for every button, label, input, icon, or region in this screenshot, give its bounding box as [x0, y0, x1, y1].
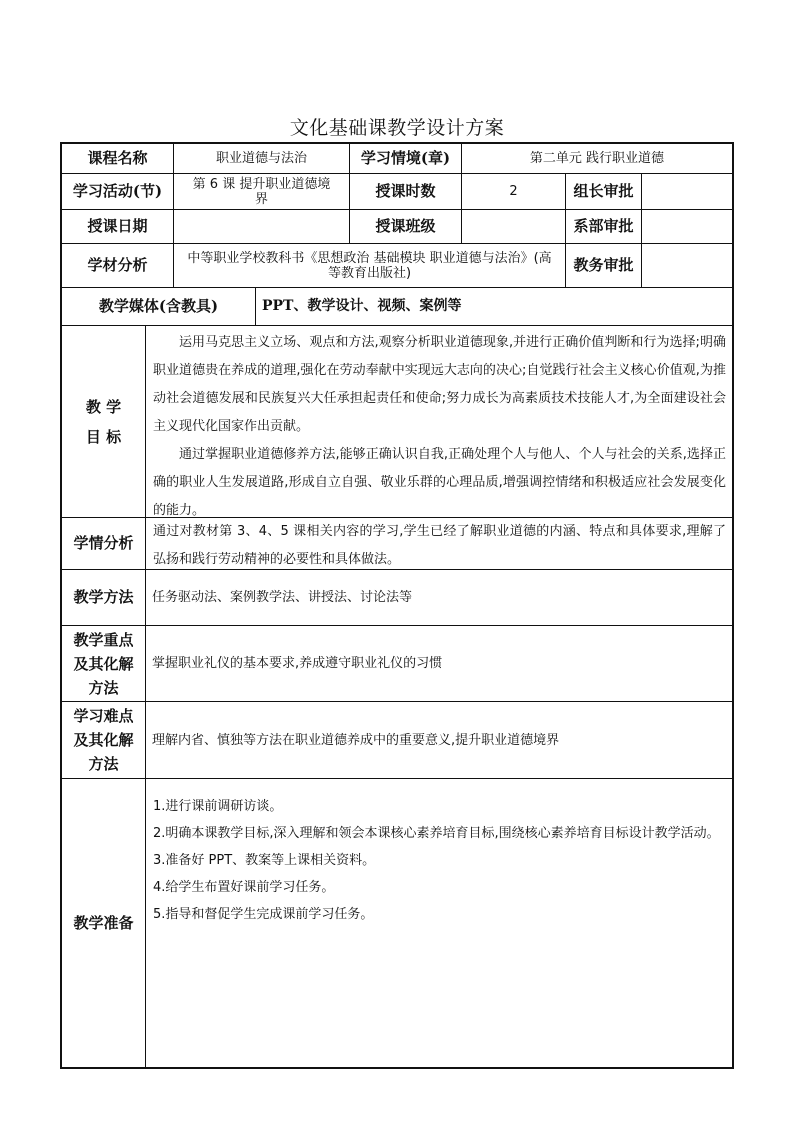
focus-label-line2: 及其化解	[73, 654, 134, 673]
table-row	[62, 626, 734, 702]
difficulty-label-line2: 及其化解	[73, 731, 134, 749]
date-value	[174, 210, 350, 243]
document-title: 文化基础课教学设计方案	[289, 117, 505, 139]
lesson-plan-table	[60, 142, 734, 1069]
preparation-item: 3.准备好 PPT、教案等上课相关资料。	[153, 853, 376, 868]
table-row	[62, 702, 734, 779]
focus-text: 掌握职业礼仪的基本要求,养成遵守职业礼仪的习惯	[146, 626, 734, 701]
preparation-item: 2.明确本课教学目标,深入理解和领会本课核心素养培育目标,围绕核心素养培育目标设计教学活动。	[153, 826, 720, 841]
media-value: PPT、教学设计、视频、案例等	[256, 288, 734, 325]
difficulty-label	[62, 702, 146, 778]
affairs-approval-label: 教务审批	[566, 244, 642, 287]
course-value: 职业道德与法治	[174, 144, 350, 173]
date-label: 授课日期	[62, 210, 174, 243]
goals-label-line1: 教 学	[85, 397, 122, 416]
goals-label	[62, 326, 146, 517]
dept-approval-label: 系部审批	[566, 210, 642, 243]
course-label: 课程名称	[62, 144, 174, 173]
activity-value: 第 6 课 提升职业道德境界	[174, 174, 350, 209]
affairs-approval-value	[642, 244, 734, 287]
class-label: 授课班级	[350, 210, 462, 243]
leader-approval-label: 组长审批	[566, 174, 642, 209]
difficulty-label-line1: 学习难点	[73, 707, 134, 725]
material-value: 中等职业学校教科书《思想政治 基础模块 职业道德与法治》(高等教育出版社)	[174, 244, 566, 287]
difficulty-label-line3: 方法	[88, 755, 119, 773]
table-row	[62, 518, 734, 570]
goals-label-line2: 目 标	[85, 427, 122, 446]
table-row	[62, 244, 734, 288]
situation-value: 第二单元 践行职业道德	[462, 144, 734, 173]
table-row	[62, 144, 734, 174]
analysis-text: 通过对教材第 3、4、5 课相关内容的学习,学生已经了解职业道德的内涵、特点和具体要求,理解了弘扬和践行劳动精神的必要性和具体做法。	[146, 518, 734, 569]
preparation-item: 1.进行课前调研访谈。	[153, 799, 283, 814]
goals-content	[146, 326, 734, 517]
preparation-label: 教学准备	[62, 779, 146, 1067]
preparation-list	[146, 779, 734, 1067]
methods-label: 教学方法	[62, 570, 146, 625]
hours-value: 2	[462, 174, 566, 209]
focus-label-line3: 方法	[88, 678, 119, 697]
analysis-label: 学情分析	[62, 518, 146, 569]
class-value	[462, 210, 566, 243]
table-row	[62, 288, 734, 326]
activity-label: 学习活动(节)	[62, 174, 174, 209]
leader-approval-value	[642, 174, 734, 209]
focus-label	[62, 626, 146, 701]
preparation-item: 5.指导和督促学生完成课前学习任务。	[153, 907, 374, 922]
methods-text: 任务驱动法、案例教学法、讲授法、讨论法等	[146, 570, 734, 625]
table-row	[62, 326, 734, 518]
table-row	[62, 174, 734, 210]
focus-label-line1: 教学重点	[73, 630, 134, 649]
dept-approval-value	[642, 210, 734, 243]
table-row	[62, 210, 734, 244]
goals-paragraph-2: 通过掌握职业道德修养方法,能够正确认识自我,正确处理个人与他人、个人与社会的关系,选择正确的职业人生发展道路,形成自立自强、敬业乐群的心理品质,增强调控情绪和积极适应社会发展变化的能力。	[153, 447, 726, 518]
table-row	[62, 570, 734, 626]
goals-paragraph-1: 运用马克思主义立场、观点和方法,观察分析职业道德现象,并进行正确价值判断和行为选择;明确职业道德贵在养成的道理,强化在劳动奉献中实现远大志向的决心;自觉践行社会主义核心价值观,为推动社会道德发展和民族复兴大任承担起责任和使命;努力成长为高素质技术技能人才,为全面建设社会主义现代化国家作出贡献。	[153, 335, 726, 434]
preparation-item: 4.给学生布置好课前学习任务。	[153, 880, 335, 895]
table-row	[62, 779, 734, 1069]
situation-label: 学习情境(章)	[350, 144, 462, 173]
material-label: 学材分析	[62, 244, 174, 287]
difficulty-text: 理解内省、慎独等方法在职业道德养成中的重要意义,提升职业道德境界	[146, 702, 734, 778]
media-label: 教学媒体(含教具)	[62, 288, 256, 325]
hours-label: 授课时数	[350, 174, 462, 209]
